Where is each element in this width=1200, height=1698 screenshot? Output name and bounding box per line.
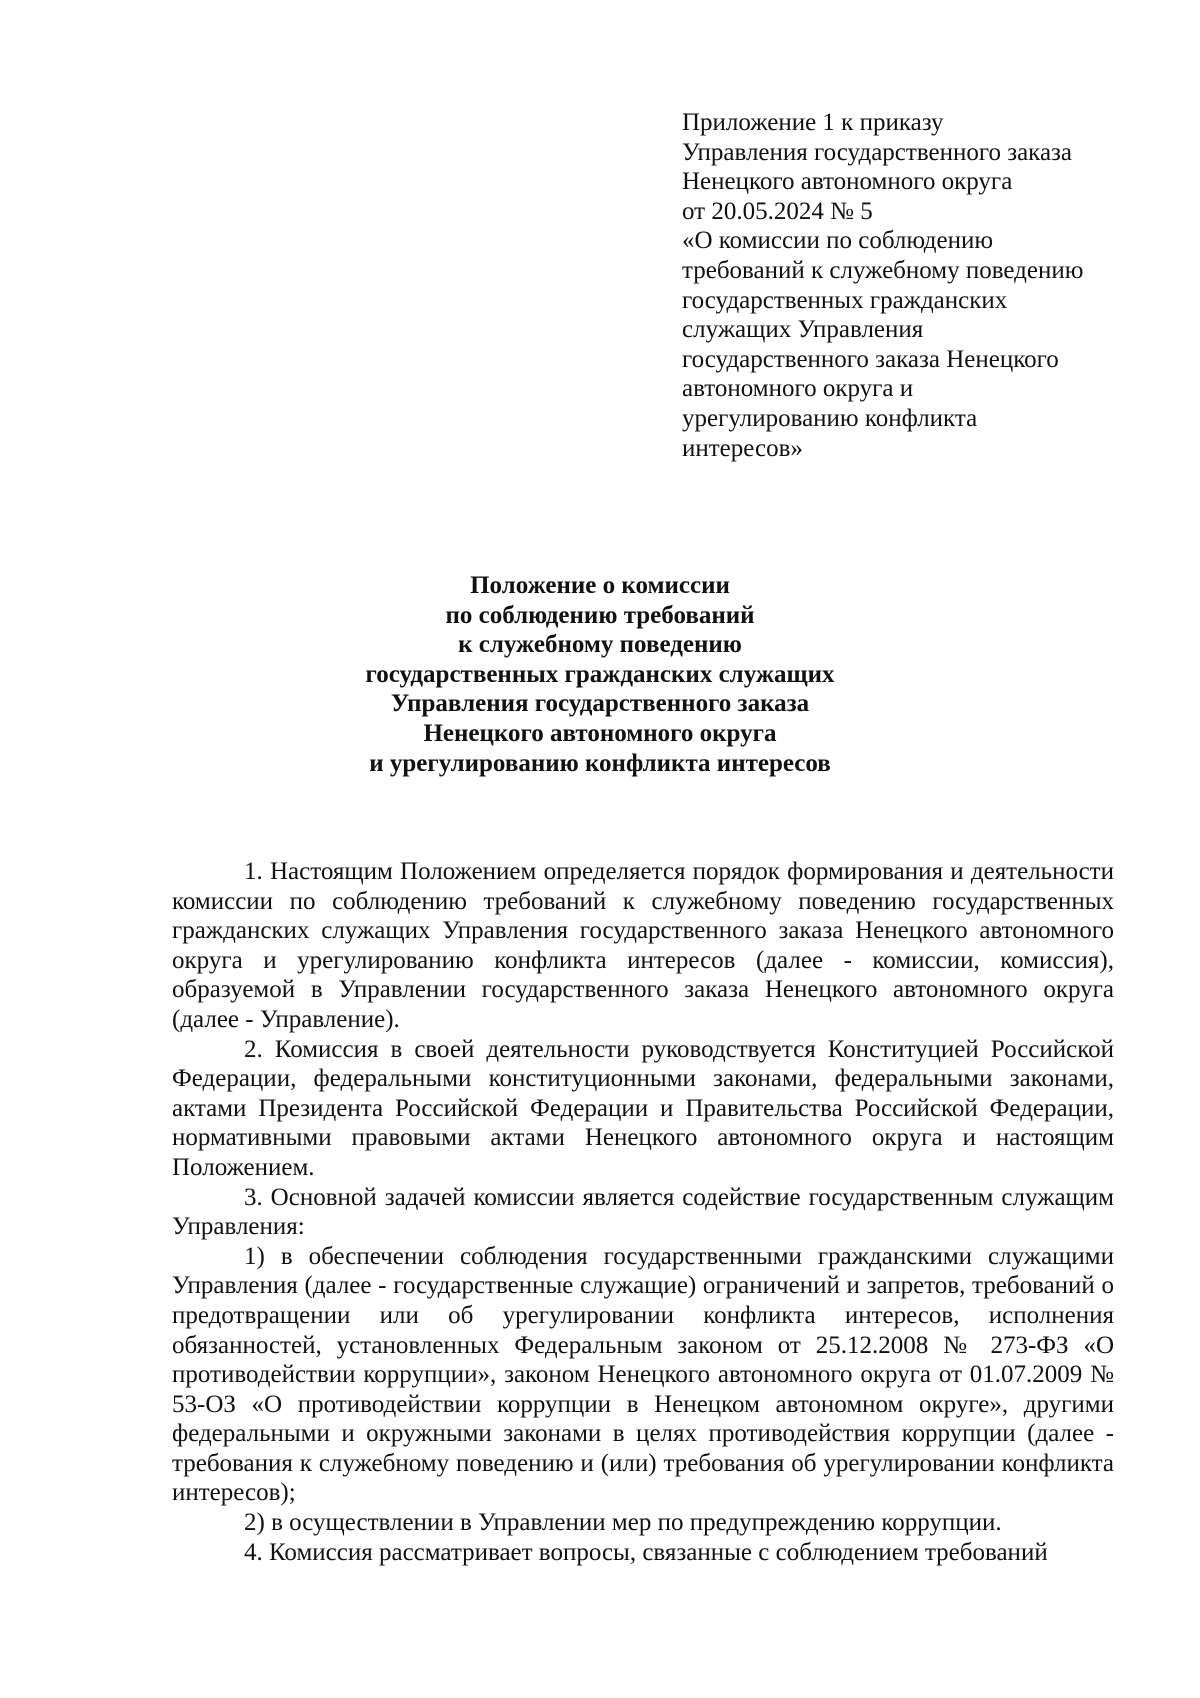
document-title xyxy=(300,571,900,778)
appendix-line: Управления государственного заказа xyxy=(682,138,1073,166)
appendix-line: «О комиссии по соблюдению xyxy=(682,227,994,255)
paragraph-4: 4. Комиссия рассматривает вопросы, связанные с соблюдением требований xyxy=(244,1538,1048,1566)
paragraph-3: 3. Основной задачей комиссии является содействие государственным служащим Управления: xyxy=(172,1183,1114,1241)
appendix-line: Ненецкого автономного округа xyxy=(682,168,1013,196)
appendix-line: урегулированию конфликта xyxy=(682,404,978,432)
appendix-line: интересов» xyxy=(682,434,803,462)
paragraph-1: 1. Настоящим Положением определяется порядок формирования и деятельности комиссии по соблюдению требований к служебному поведению государственных гражданских служащих Управления государственного заказа Ненецкого автономного округа и урегулированию конфликта интересов (далее - комиссии, комиссия), образуемой в Управлении государственного заказа Ненецкого автономного округа (далее - Управление). xyxy=(172,858,1114,1033)
appendix-line: требований к служебному поведению xyxy=(682,256,1084,284)
title-line: Положение о комиссии xyxy=(470,572,730,599)
title-line: Управления государственного заказа xyxy=(390,690,810,718)
appendix-line: служащих Управления xyxy=(682,316,924,344)
title-line: Ненецкого автономного округа xyxy=(423,719,777,747)
document-body xyxy=(172,857,1114,1567)
paragraph-3-item-1: 1) в обеспечении соблюдения государственными гражданскими служащими Управления (далее - государственные служащие) ограничений и запретов, требований о предотвращении или об урегулировании конфликта интересов, исполнения обязанностей, установленных Федеральным законом от 25.12.2008 № 273-ФЗ «О противодействии коррупции», законом Ненецкого автономного округа от 01.07.2009 № 53-ОЗ «О противодействии коррупции в Ненецком автономном округе», другими федеральными и окружными законами в целях противодействия коррупции (далее - требования к служебному поведению и (или) требования об урегулировании конфликта интересов); xyxy=(172,1242,1114,1507)
title-line: и урегулированию конфликта интересов xyxy=(369,749,831,777)
title-line: государственных гражданских служащих xyxy=(365,660,835,688)
appendix-line: государственных гражданских xyxy=(682,286,1008,314)
title-line: к служебному поведению xyxy=(458,631,742,659)
paragraph-3-item-2: 2) в осуществлении в Управлении мер по предупреждению коррупции. xyxy=(244,1509,1002,1537)
appendix-line: автономного округа и xyxy=(682,375,914,403)
appendix-header xyxy=(682,108,1122,463)
title-line: по соблюдению требований xyxy=(445,601,755,629)
appendix-line: государственного заказа Ненецкого xyxy=(682,345,1059,373)
appendix-line: Приложение 1 к приказу xyxy=(682,109,944,136)
appendix-line: от 20.05.2024 № 5 xyxy=(682,197,873,225)
paragraph-2: 2. Комиссия в своей деятельности руководствуется Конституцией Российской Федерации, федеральными конституционными законами, федеральными законами, актами Президента Российской Федерации и Правительства Российской Федерации, нормативными правовыми актами Ненецкого автономного округа и настоящим Положением. xyxy=(172,1035,1114,1181)
